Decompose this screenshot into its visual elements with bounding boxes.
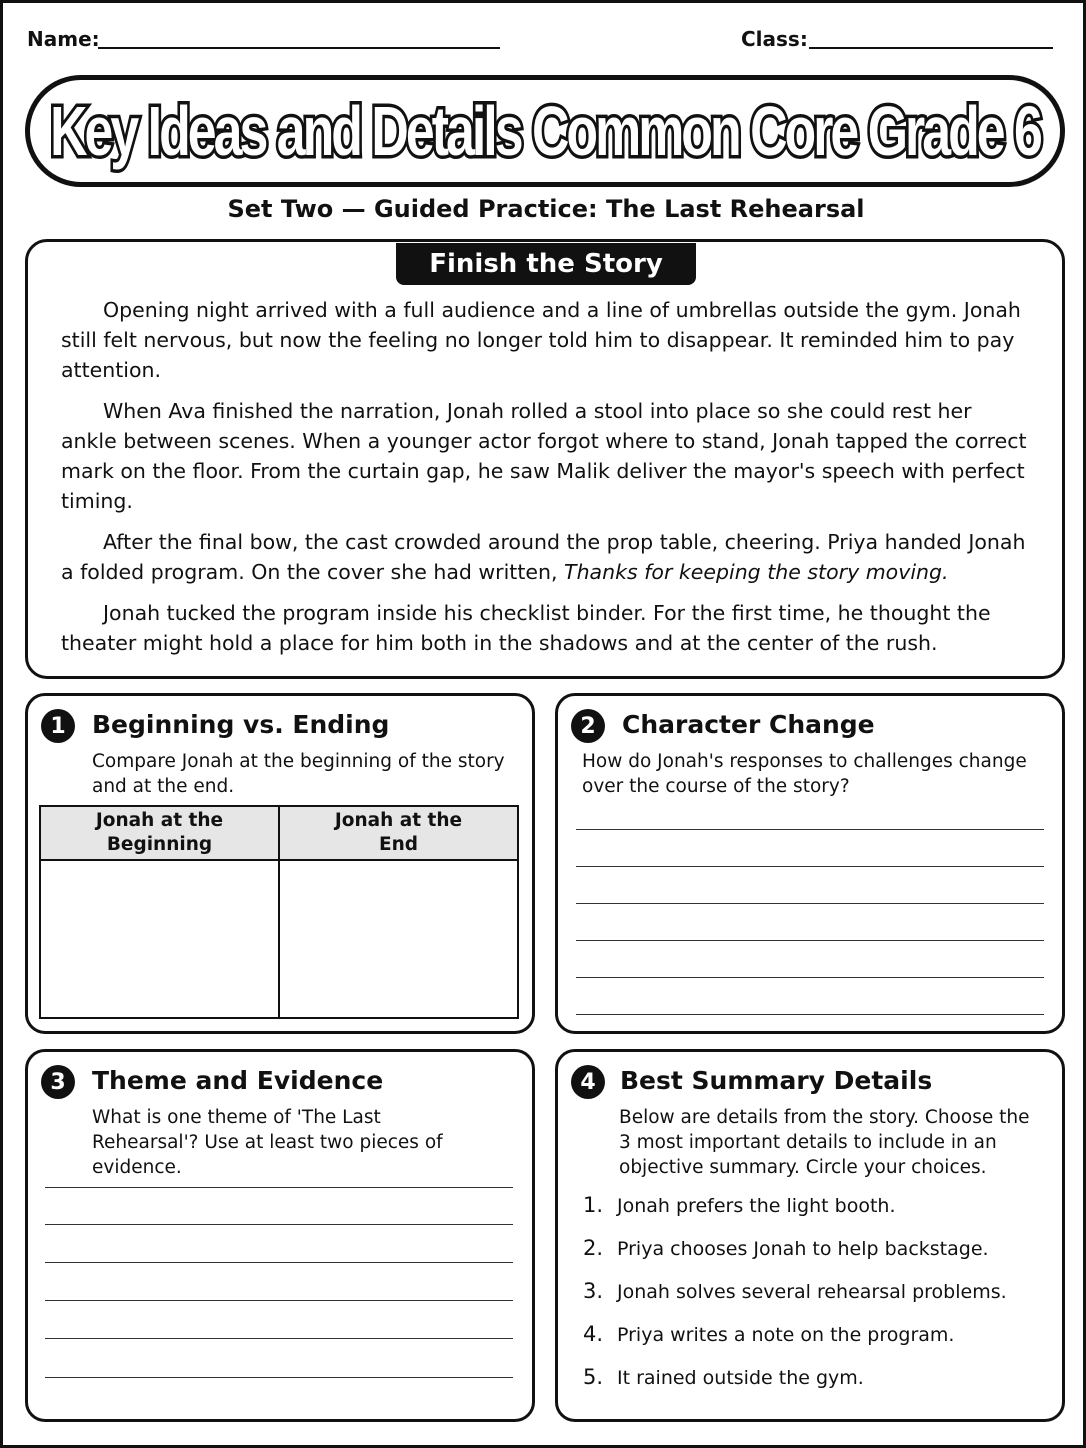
page-title: Key Ideas and Details Common Core Grade 6 [50,92,1040,170]
question-2-title: Character Change [622,710,875,739]
column-header-end: Jonah at the End [279,806,518,860]
question-2-box [555,693,1065,1034]
question-4-prompt: Below are details from the story. Choose the 3 most important details to include in an objective summary. Circle your choices. [619,1107,1030,1178]
answer-line[interactable] [576,903,1044,904]
name-field[interactable] [98,47,500,49]
story-paragraph: When Ava finished the narration, Jonah rolled a stool into place so she could rest her ankle between scenes. When a younger actor forgot where to stand, Jonah tapped the correct mark on the floor. From the curtain gap, he saw Malik deliver the mayor's speech with perfect timing. [61,399,1027,513]
answer-line[interactable] [576,940,1044,941]
summary-choices-list [583,1193,1043,1408]
page-subtitle: Set Two — Guided Practice: The Last Rehearsal [227,195,865,223]
story-paragraph: Jonah tucked the program inside his checklist binder. For the first time, he thought the theater might hold a place for him both in the shadows and at the center of the rush. [61,601,991,655]
question-3-prompt: What is one theme of 'The Last Rehearsal'? Use at least two pieces of evidence. [92,1107,443,1178]
story-paragraph [61,527,1029,587]
story-paragraph-text: After the final bow, the cast crowded around the prop table, cheering. Priya handed Jonah a folded program. On the cover she had written, [61,530,1026,584]
summary-choice[interactable]: 4. Priya writes a note on the program. [583,1322,955,1346]
question-3-number: 3 [41,1065,75,1099]
question-3-title: Theme and Evidence [92,1066,384,1095]
story-tab: Finish the Story [396,243,696,285]
answer-line[interactable] [45,1224,513,1225]
question-4-title: Best Summary Details [620,1066,933,1095]
answer-line[interactable] [45,1187,513,1188]
question-2-number: 2 [571,709,605,743]
question-1-prompt: Compare Jonah at the beginning of the story and at the end. [92,751,505,797]
summary-choice[interactable]: 2. Priya chooses Jonah to help backstage. [583,1236,989,1260]
title-banner [25,75,1065,187]
answer-line[interactable] [45,1300,513,1301]
answer-line[interactable] [576,1014,1044,1015]
answer-line[interactable] [576,977,1044,978]
class-field[interactable] [809,47,1053,49]
end-answer-cell[interactable] [279,860,518,1018]
program-note: Thanks for keeping the story moving. [564,560,949,584]
answer-line[interactable] [576,866,1044,867]
name-label: Name: [27,27,100,51]
question-1-number: 1 [41,709,75,743]
story-paragraph: Opening night arrived with a full audience and a line of umbrellas outside the gym. Jonah still felt nervous, but now the feeling no longer told him to disappear. It reminded him to pay attention. [61,298,1021,382]
comparison-table [39,805,519,1019]
question-2-prompt: How do Jonah's responses to challenges change over the course of the story? [582,751,1027,797]
question-1-title: Beginning vs. Ending [92,710,390,739]
summary-choice[interactable]: 1. Jonah prefers the light booth. [583,1193,896,1217]
answer-line[interactable] [45,1338,513,1339]
summary-choice[interactable]: 5. It rained outside the gym. [583,1365,864,1389]
beginning-answer-cell[interactable] [40,860,279,1018]
answer-line[interactable] [45,1262,513,1263]
class-label: Class: [741,27,808,51]
answer-line[interactable] [576,829,1044,830]
story-text [61,295,1029,669]
summary-choice[interactable]: 3. Jonah solves several rehearsal problems. [583,1279,1007,1303]
question-4-number: 4 [571,1065,605,1099]
answer-line[interactable] [45,1377,513,1378]
column-header-beginning: Jonah at the Beginning [40,806,279,860]
